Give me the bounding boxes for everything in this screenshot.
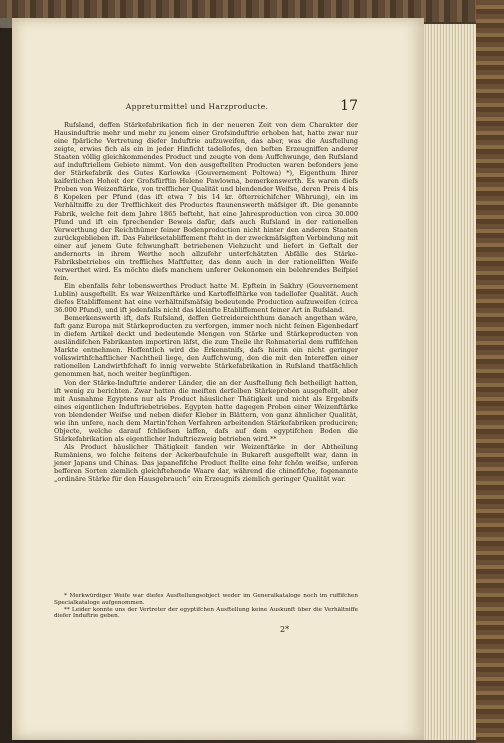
page-edges (424, 24, 476, 740)
running-header (36, 98, 358, 116)
paragraph: Rufsland, deffen Stärkefabrikation fich in der neueren Zeit von dem Charakter der Hausinduftrie mehr und mehr zu jenem einer Grofsinduftrie erhoben hat, hatte zwar nur eine fpärliche Vertretung diefer Induftrie aufzuweifen, das aber, was die Ausftellung zeigte, erwies fich als ein in jeder Hinficht tadellofes, den beften Erzeugniffen anderer Staaten völlig gleichkommendes Product und zeugte von dem Auffchwunge, den Rufsland auf induftriellem Gebiete nimmt. Von den ausgeftellten Producten waren befonders jene der Stärkefabrik des Gutes Karlowka (Gouvernement Poltowa) *), Eigenthum Ihrer kaiferlichen Hoheit der Grofsfürftin Helene Pawlowna, bemerkenswerth. Es waren diefs Proben von Weizenftärke, von trefflicher Qualität und blendender Weifse, deren Preis 4 bis 8 Kopeken per Pfund (das ift etwa 7 bis 14 kr. öfterreichifcher Währung), ein im Verhältniffe zu der Trefflichkeit des Productes ftaunenswerth mäfsiger ift. Die genannte Fabrik, welche feit dem Jahre 1865 befteht, hat eine Jahresproduction von circa 30.000 Pfund und ift ein fprechender Beweis dafür, dafs auch Rufsland in der rationellen Verwerthung der Reichthümer feiner Bodenproduction nicht hinter den anderen Staaten zurückgeblieben ift. Das Fabriksetabliffement fteht in der zweckmäfsigften Verbindung mit einer auf jenem Gute fchwunghaft betriebenen Viehzucht und liefert in Geftalt der andernorts in ihrem Werthe noch allzufehr unterfchätzten Abfälle des Stärke-Fabriksbetriebes ein treffliches Maftfutter, das denn auch in der rationellften Weife verwerthet wird. Es möchte diefs manchem unferer Oekonomen ein belehrendes Beifpiel fein. (54, 121, 358, 282)
paragraph: Als Product häuslicher Thätigkeit fanden wir Weizenftärke in der Abtheilung Rumäniens, wo folche feitens der Ackerbaufchule in Bukareft ausgeftellt war, dann in jener Japans und Chinas. Das japanefifche Product ftellte eine fehr fchön weifse, unferen befferen Sorten ziemlich gleichftehende Waare dar, während die chinefifche, fogenannte „ordinäre Stärke für den Hausgebrauch“ ein Erzeugnifs ziemlich geringer Qualität war. (54, 442, 358, 484)
body-text (54, 121, 358, 483)
paragraph: Von der Stärke-Induftrie anderer Länder, die an der Ausftellung fich betheiligt hatten, ift wenig zu berichten. Zwar hatten die meiften derfelben Stärkeproben ausgeftellt, aber mit Ausnahme Egyptens nur als Product häuslicher Thätigkeit und nicht als Ergebnifs eines eigentlichen Induftriebetriebes. Egypten hatte dagegen Proben einer Weizenftärke von blendender Weifse und neben diefer Kleber in Blättern, von ganz ähnlicher Qualität, wie ihn unfere, nach dem Martin'fchen Verfahren arbeitenden Stärkefabriken produciren; Objecte, welche darauf fchliefsen laffen, dafs auf dem egyptifchen Boden die Stärkefabrikation als eigentlicher Induftriezweig betrieben wird.** (54, 378, 358, 443)
footnote: ** Leider konnte uns der Vertreter der egyptifchen Ausftellung keine Auskunft über die Verhältniffe diefer Induftrie geben. (54, 606, 358, 620)
running-title: Appreturmittel und Harzproducte. (125, 102, 269, 111)
signature-mark: 2* (280, 625, 290, 634)
footnote: * Merkwürdiger Weife war diefes Ausftellungsobject weder im Generalkataloge noch im ruffifchen Specialkataloge aufgenommen. (54, 593, 358, 606)
cover-edge (476, 0, 504, 743)
paragraph: Bemerkenswerth ift, dafs Rufsland, deffen Getreidereichthum danach angethan wäre, faft ganz Europa mit Stärkeproducten zu verforgen, immer noch nicht feinen Eigenbedarf in diefem Artikel deckt und bedeutende Mengen von Stärke und Stärkeproducten von ausländifchen Fabrikanten importiren läfst, die zum Theile ihr Rohmaterial dem ruffifchen Markte entnehmen. Hoffentlich wird die Erkenntnifs, dafs hierin ein nicht geringer volkswirthfchaftlicher Nachtheil liege, den Auffchwung, den die mit den Intereffen einer rationellen Landwirthfchaft fo innig verwebte Stärkefabrikation in Rufsland thatfächlich genommen hat, noch weiter begünftigen. (54, 314, 358, 379)
page-number: 17 (340, 98, 358, 114)
paragraph: Ein ebenfalls fehr lobenswerthes Product hatte M. Epftein in Sakhry (Gouvernement Lublin) ausgeftellt. Es war Weizenftärke und Kartoffelftärke von tadellofer Qualität. Auch diefes Etabliffement hat eine verhältnifsmäfsig bedeutende Production aufzuweifen (circa 36.000 Pfund), und ift jedenfalls nicht das kleinfte Etabliffement feiner Art in Rufsland. (54, 281, 358, 315)
footnotes (54, 593, 358, 620)
